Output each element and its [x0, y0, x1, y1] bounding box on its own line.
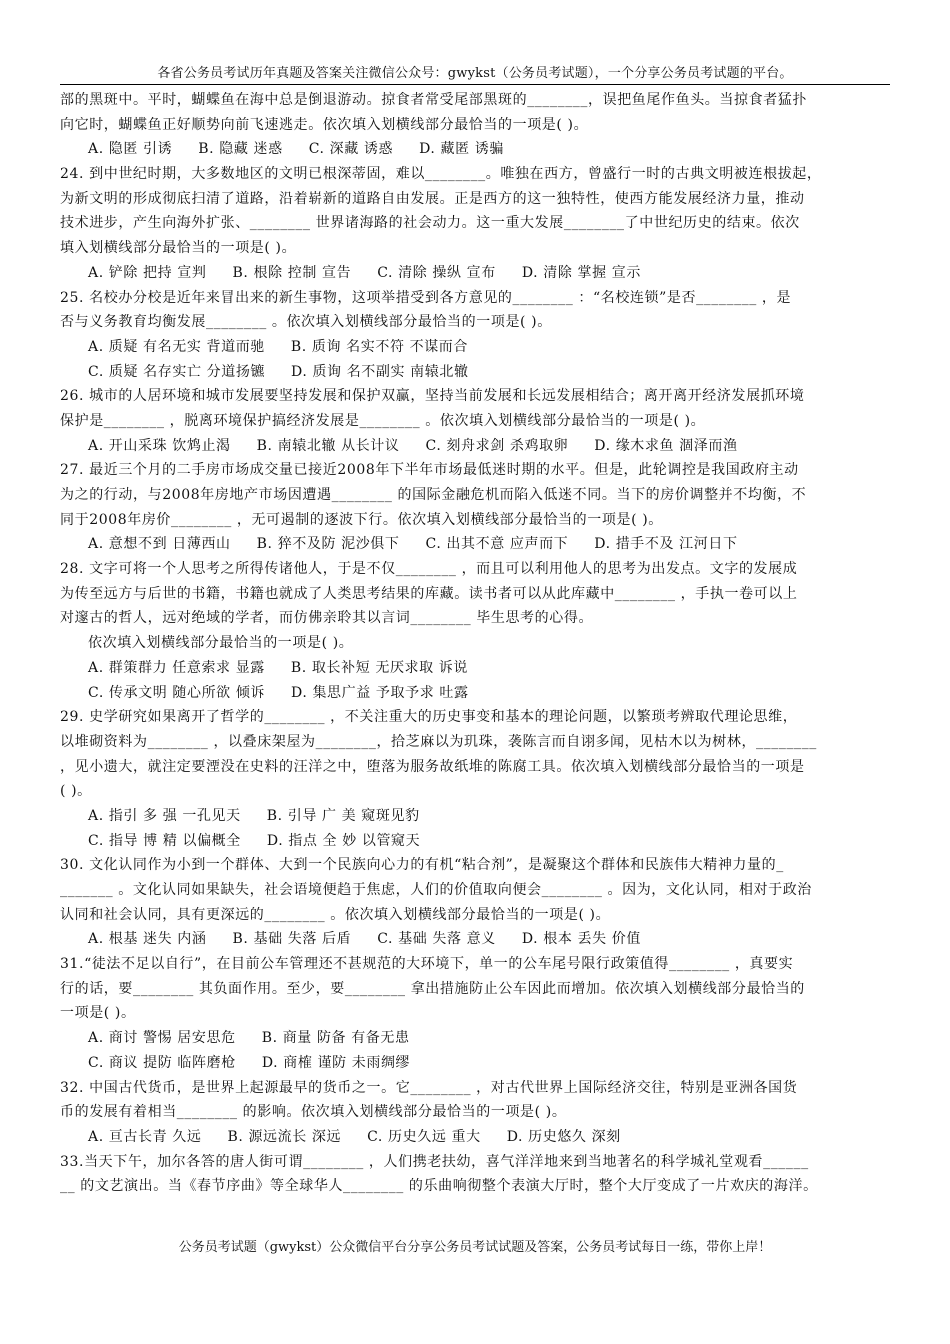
q29-options-row-1	[60, 804, 890, 829]
q30-line-3: 认同和社会认同，具有更深远的________ 。依次填入划横线部分最恰当的一项是( )。	[60, 906, 611, 923]
q31-line-3: 一项是( )。	[60, 1005, 136, 1022]
q33-line-1: 33.当天下午，加尔各答的唐人街可谓________ ，人们携老扶幼，喜气洋洋地来到当地著名的科学城礼堂观看______	[60, 1153, 809, 1170]
q27-option-c: C. 出其不意 应声而下	[425, 536, 569, 553]
q26-option-d: D. 缘木求鱼 涸泽而渔	[594, 437, 738, 454]
q29-option-c: C. 指导 博 精 以偏概全	[88, 832, 241, 849]
q24-option-d: D. 清除 掌握 宣示	[521, 264, 641, 281]
q24-option-b: B. 根除 控制 宣告	[232, 264, 352, 281]
q30-option-b: B. 基础 失落 后盾	[232, 931, 352, 948]
q31-option-b: B. 商量 防备 有备无患	[261, 1030, 410, 1047]
q29-line-2: 以堆砌资料为________ ，以叠床架屋为________，拾芝麻以为玑珠，袭陈言而自诩多闻，见枯木以为树林，________	[60, 733, 817, 750]
q27-line-3: 同于2008年房价________ ，无可遏制的逐波下行。依次填入划横线部分最恰当的一项是( )。	[60, 511, 663, 528]
q25-option-c: C. 质疑 名存实亡 分道扬镳	[88, 363, 266, 380]
q26-option-a: A. 开山采珠 饮鸩止渴	[88, 437, 231, 454]
q25-line-2: 否与义务教育均衡发展________ 。依次填入划横线部分最恰当的一项是( )。	[60, 314, 552, 331]
q30-option-d: D. 根本 丢失 价值	[521, 931, 641, 948]
q23-option-a: A. 隐匿 引诱	[88, 141, 173, 158]
q24-line-4: 填入划横线部分最恰当的一项是( )。	[60, 240, 297, 257]
q24-line-2: 为新文明的形成彻底扫清了道路，沿着崭新的道路自由发展。正是西方的这一独特性，使西方能发展经济力量，推动	[60, 190, 805, 207]
q29-option-d: D. 指点 全 妙 以管窥天	[266, 832, 421, 849]
q28-line-4: 依次填入划横线部分最恰当的一项是( )。	[88, 635, 354, 652]
page-header: 各省公务员考试历年真题及答案关注微信公众号：gwykst（公务员考试题），一个分享公务员考试题的平台。	[157, 66, 793, 81]
q24-option-c: C. 清除 操纵 宣布	[377, 264, 496, 281]
q23-line-1: 部的黑斑中。平时，蝴蝶鱼在海中总是倒退游动。掠食者常受尾部黑斑的________，误把鱼尾作鱼头。当掠食者猛扑	[60, 92, 807, 108]
page-footer: 公务员考试题（gwykst）公众微信平台分享公务员考试试题及答案，公务员考试每日一练，带你上岸！	[178, 1240, 772, 1255]
q28-option-a: A. 群策群力 任意索求 显露	[88, 659, 265, 676]
q28-line-1: 28. 文字可将一个人思考之所得传诸他人，于是不仅________ ，而且可以利用他人的思考为出发点。文字的发展成	[60, 561, 798, 578]
q31-option-d: D. 商榷 谨防 未雨绸缪	[261, 1054, 411, 1071]
q26-options	[60, 434, 890, 459]
q27-line-2: 为之的行动，与2008年房地产市场因遭遇________ 的国际金融危机而陷入低迷不同。当下的房价调整并不均衡，不	[60, 487, 807, 503]
q27-options	[60, 532, 890, 557]
q23-options	[60, 137, 890, 162]
q29-options-row-2	[60, 829, 890, 854]
q30-line-2: _______ 。文化认同如果缺失，社会语境便趋于焦虑，人们的价值取向便会________ 。因为，文化认同，相对于政治	[60, 882, 812, 898]
q30-option-c: C. 基础 失落 意义	[377, 931, 496, 948]
q28-options-row-2	[60, 681, 890, 706]
q25-option-a: A. 质疑 有名无实 背道而驰	[88, 338, 265, 355]
q28-options-row-1	[60, 656, 890, 681]
q23-option-c: C. 深藏 诱惑	[308, 141, 394, 158]
q27-option-d: D. 措手不及 江河日下	[594, 536, 738, 553]
q23-option-d: D. 藏匿 诱骗	[419, 141, 504, 158]
q25-option-b: B. 质询 名实不符 不谋而合	[290, 338, 469, 355]
q23-option-b: B. 隐藏 迷惑	[198, 141, 283, 158]
q29-option-a: A. 指引 多 强 一孔见天	[88, 807, 241, 824]
q28-line-3: 对邃古的哲人，远对绝域的学者，而仿佛亲聆其以言词________ 毕生思考的心得。	[60, 610, 594, 627]
q25-line-1: 25. 名校办分校是近年来冒出来的新生事物，这项举措受到各方意见的________ ：“名校连锁”是否________ ，是	[60, 289, 792, 306]
q29-line-1: 29. 史学研究如果离开了哲学的________ ，不关注重大的历史事变和基本的理论问题，以繁琐考辨取代理论思维，	[60, 709, 798, 726]
q29-line-4: ( )。	[60, 783, 92, 800]
q32-option-a: A. 亘古长青 久远	[88, 1128, 202, 1145]
q26-line-2: 保护是________ ，脱离环境保护搞经济发展是________ 。依次填入划横线部分最恰当的一项是( )。	[60, 412, 706, 429]
q32-option-d: D. 历史悠久 深刻	[506, 1128, 621, 1145]
q28-option-c: C. 传承文明 随心所欲 倾诉	[88, 684, 266, 701]
q26-option-b: B. 南辕北辙 从长计议	[256, 437, 400, 454]
q31-option-c: C. 商议 提防 临阵磨枪	[88, 1054, 236, 1071]
q29-line-3: ，见小遗大，就注定要湮没在史料的汪洋之中，堕落为服务故纸堆的陈腐工具。依次填入划横线部分最恰当的一项是	[60, 758, 805, 775]
q28-line-2: 为传至远方与后世的书籍，书籍也就成了人类思考结果的库藏。读书者可以从此库藏中________ ，手执一卷可以上	[60, 585, 798, 602]
q33-line-2: __ 的文艺演出。当《春节序曲》等全球华人________ 的乐曲响彻整个表演大厅时，整个大厅变成了一片欢庆的海洋。	[60, 1178, 818, 1195]
q23-line-2: 向它时，蝴蝶鱼正好顺势向前飞速逃走。依次填入划横线部分最恰当的一项是( )。	[60, 116, 589, 133]
q32-options	[60, 1125, 890, 1150]
q31-line-1: 31.“徒法不足以自行”，在目前公车管理还不甚规范的大环境下，单一的公车尾号限行政策值得________ ，真要实	[60, 956, 794, 973]
q27-option-b: B. 猝不及防 泥沙俱下	[256, 536, 400, 553]
q27-option-a: A. 意想不到 日薄西山	[88, 536, 231, 553]
q30-options	[60, 927, 890, 952]
header-rule	[60, 84, 890, 85]
q28-option-b: B. 取长补短 无厌求取 诉说	[290, 659, 469, 676]
q30-option-a: A. 根基 迷失 内涵	[88, 931, 207, 948]
q25-option-d: D. 质询 名不副实 南辕北辙	[291, 363, 469, 380]
q25-options-row-2	[60, 360, 890, 385]
q30-line-1: 30. 文化认同作为小到一个群体、大到一个民族向心力的有机“粘合剂”，是凝聚这个群体和民族伟大精神力量的_	[60, 857, 784, 874]
q31-options-row-1	[60, 1026, 890, 1051]
q24-line-1: 24. 到中世纪时期，大多数地区的文明已根深蒂固，难以________。唯独在西方，曾盛行一时的古典文明被连根拔起，	[60, 166, 822, 183]
q26-option-c: C. 刻舟求剑 杀鸡取卵	[425, 437, 569, 454]
q32-option-b: B. 源远流长 深远	[227, 1128, 342, 1145]
q28-option-d: D. 集思广益 予取予求 吐露	[291, 684, 469, 701]
q26-line-1: 26. 城市的人居环境和城市发展要坚持发展和保护双赢，坚持当前发展和长远发展相结合；离开离开经济发展抓环境	[60, 388, 805, 405]
q24-options	[60, 261, 890, 286]
q27-line-1: 27. 最近三个月的二手房市场成交量已接近2008年下半年市场最低迷时期的水平。但是，此轮调控是我国政府主动	[60, 462, 799, 479]
q31-option-a: A. 商讨 警惕 居安思危	[88, 1030, 236, 1047]
q31-options-row-2	[60, 1051, 890, 1076]
question-content	[60, 88, 890, 1199]
q24-option-a: A. 铲除 把持 宣判	[88, 264, 207, 281]
q24-line-3: 技术进步，产生向海外扩张、________ 世界诸海路的社会动力。这一重大发展________了中世纪历史的结束。依次	[60, 215, 800, 232]
q32-option-c: C. 历史久远 重大	[367, 1128, 481, 1145]
q29-option-b: B. 引导 广 美 窥斑见豹	[266, 807, 420, 824]
q32-line-2: 币的发展有着相当________ 的影响。依次填入划横线部分最恰当的一项是( )。	[60, 1104, 567, 1121]
q25-options-row-1	[60, 335, 890, 360]
q31-line-2: 行的话，要________ 其负面作用。至少，要________ 拿出措施防止公车因此而增加。依次填入划横线部分最恰当的	[60, 980, 805, 997]
q32-line-1: 32. 中国古代货币，是世界上起源最早的货币之一。它________ ，对古代世界上国际经济交往，特别是亚洲各国货	[60, 1079, 798, 1096]
